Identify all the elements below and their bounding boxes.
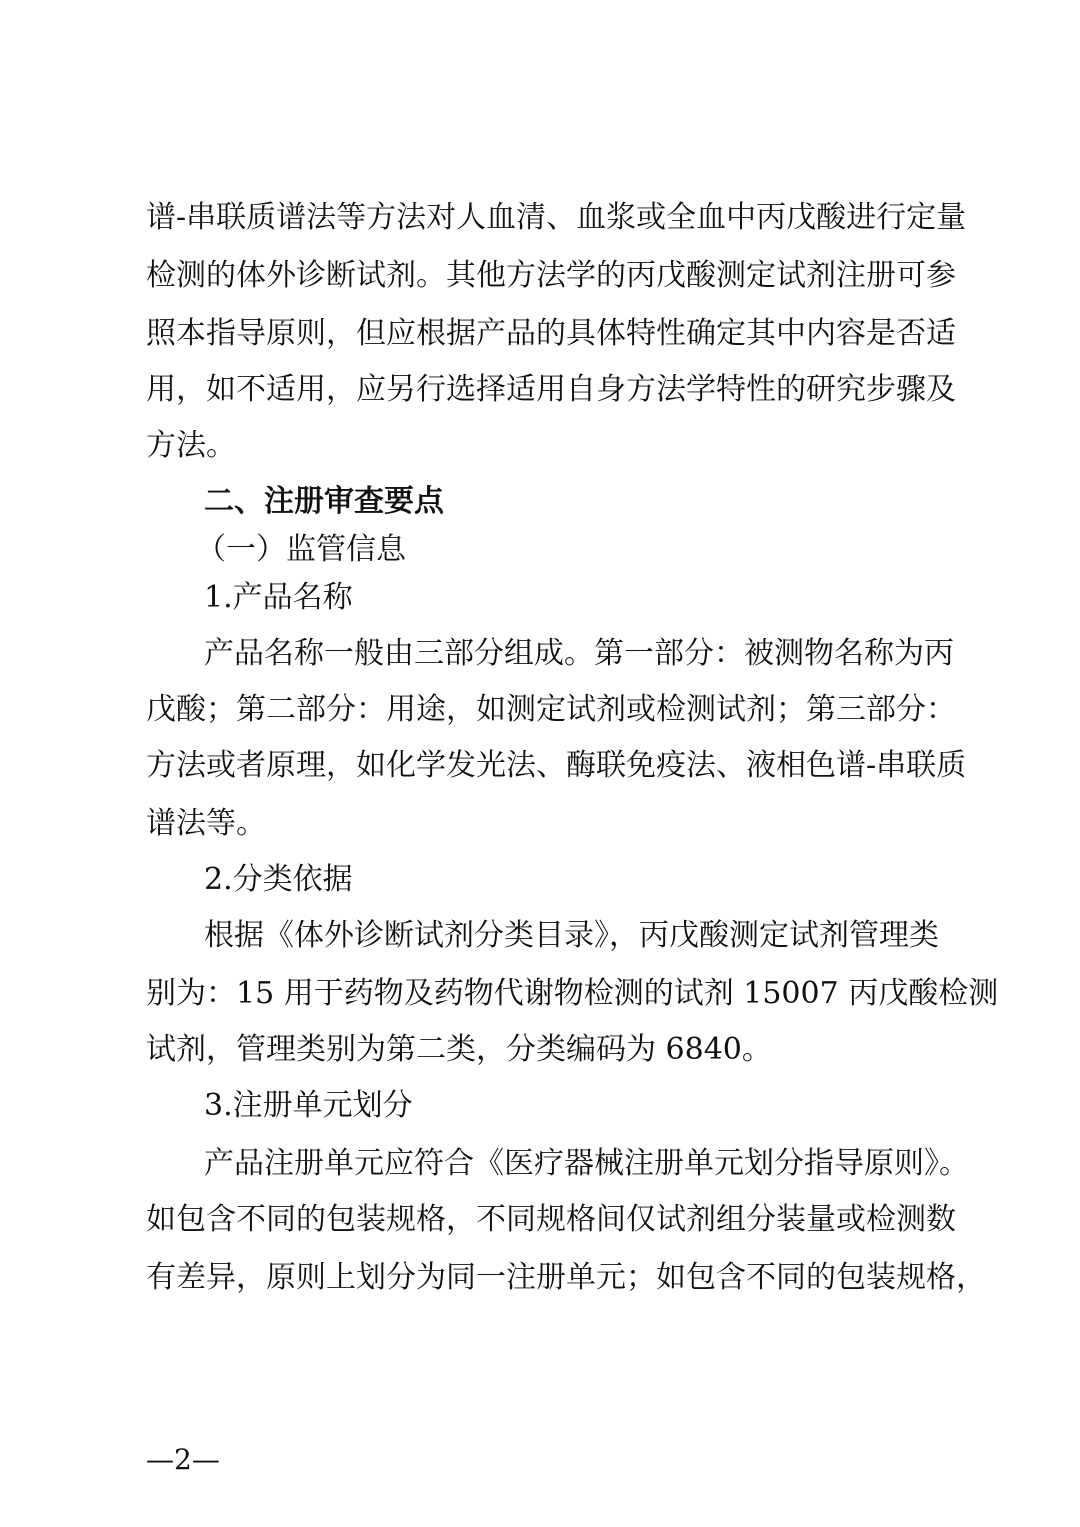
item-title-product-name: 1.产品名称 (204, 580, 353, 615)
paragraph-line: 别为：15 用于药物及药物代谢物检测的试剂 15007 丙戊酸检测 (146, 976, 999, 1011)
page-number: —2— (146, 1443, 220, 1476)
item-title-registration-unit: 3.注册单元划分 (204, 1088, 413, 1123)
paragraph-line: 戊酸；第二部分：用途，如测定试剂或检测试剂；第三部分： (146, 692, 956, 727)
paragraph-line: 方法。 (146, 428, 236, 463)
paragraph-line: 用，如不适用，应另行选择适用自身方法学特性的研究步骤及 (146, 372, 956, 407)
section-heading: 二、注册审查要点 (204, 484, 444, 519)
paragraph-line: 方法或者原理，如化学发光法、酶联免疫法、液相色谱-串联质 (146, 748, 967, 783)
paragraph-line: 根据《体外诊断试剂分类目录》，丙戊酸测定试剂管理类 (204, 918, 939, 953)
paragraph-line: 照本指导原则，但应根据产品的具体特性确定其中内容是否适 (146, 316, 956, 351)
paragraph-line: 谱法等。 (146, 806, 266, 841)
paragraph-line: 产品注册单元应符合《医疗器械注册单元划分指导原则》。 (204, 1146, 969, 1181)
paragraph-line: 产品名称一般由三部分组成。第一部分：被测物名称为丙 (204, 636, 954, 671)
item-title-classification: 2.分类依据 (204, 862, 353, 897)
paragraph-line: 试剂，管理类别为第二类，分类编码为 6840。 (146, 1032, 772, 1067)
paragraph-line: 有差异，原则上划分为同一注册单元；如包含不同的包装规格， (146, 1260, 986, 1295)
paragraph-line: 如包含不同的包装规格，不同规格间仅试剂组分装量或检测数 (146, 1202, 956, 1237)
paragraph-line: 谱-串联质谱法等方法对人血清、血浆或全血中丙戊酸进行定量 (146, 200, 967, 235)
paragraph-line: 检测的体外诊断试剂。其他方法学的丙戊酸测定试剂注册可参 (146, 258, 956, 293)
subsection-heading: （一）监管信息 (196, 532, 406, 567)
